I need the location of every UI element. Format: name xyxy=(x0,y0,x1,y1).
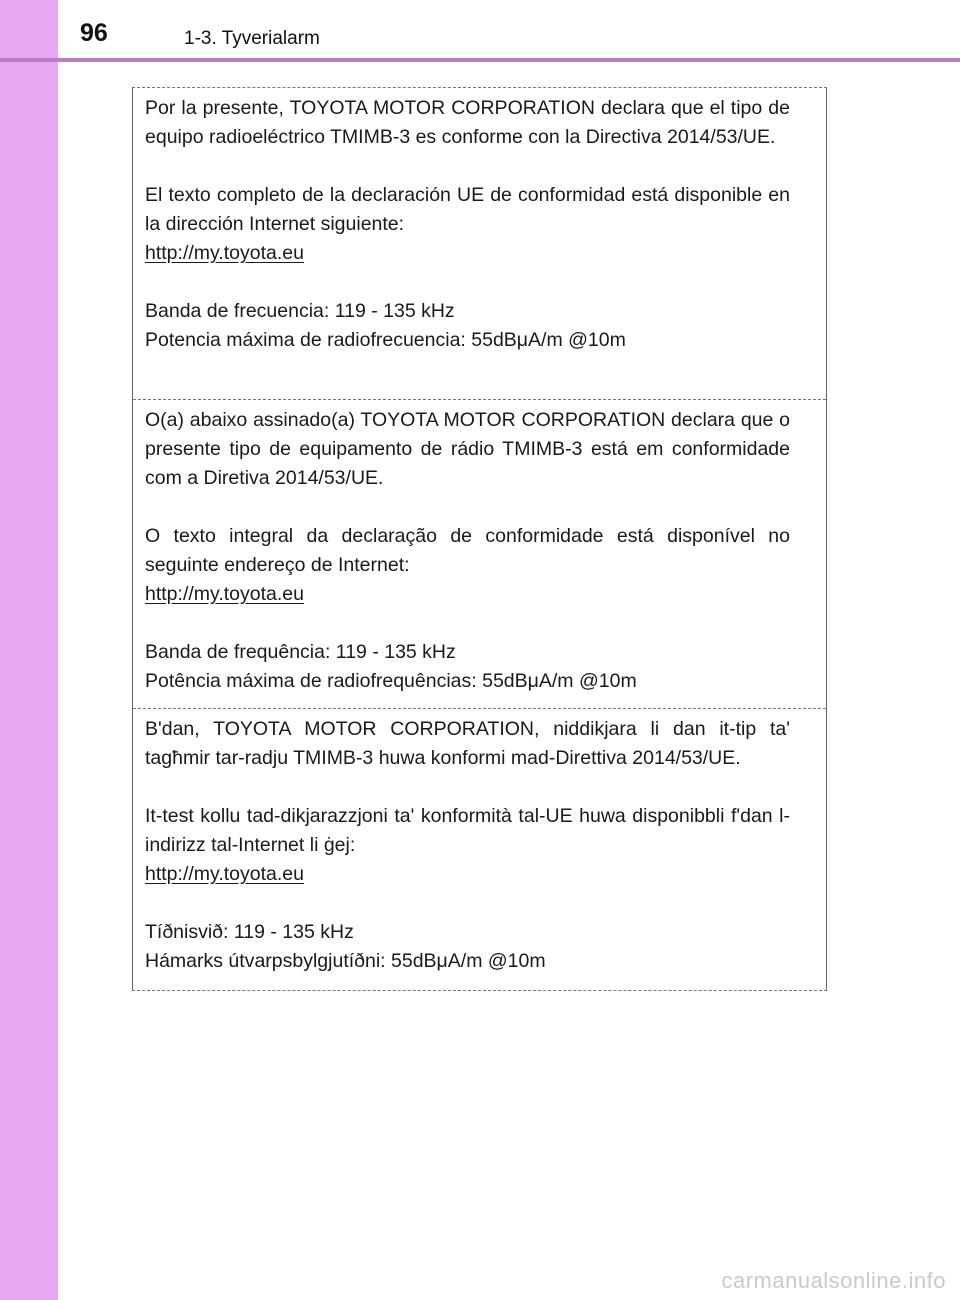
frequency-band-text: Tíðnisvið: 119 - 135 kHz xyxy=(145,921,354,943)
header-divider xyxy=(0,58,960,62)
max-power-text: Potência máxima de radiofrequências: 55dBμA/m @10m xyxy=(145,670,637,692)
technical-specs xyxy=(145,918,790,976)
technical-specs xyxy=(145,297,790,355)
declaration-link[interactable]: http://my.toyota.eu xyxy=(145,863,304,885)
max-power-text: Hámarks útvarpsbylgjutíðni: 55dBμA/m @10m xyxy=(145,950,546,972)
frequency-band-text: Banda de frecuencia: 119 - 135 kHz xyxy=(145,300,455,322)
declaration-block-spanish xyxy=(133,88,826,399)
declaration-text: B'dan, TOYOTA MOTOR CORPORATION, niddikjara li dan it-tip ta' tagħmir tar-radju TMIMB-3 huwa konformi mad-Direttiva 2014/53/UE. xyxy=(145,718,790,769)
declaration-frame xyxy=(132,87,827,991)
declaration-text: Por la presente, TOYOTA MOTOR CORPORATION declara que el tipo de equipo radioeléctrico TMIMB-3 es conforme con la Directiva 2014/53/UE. xyxy=(145,97,790,148)
declaration-text: O(a) abaixo assinado(a) TOYOTA MOTOR CORPORATION declara que o presente tipo de equipamento de rádio TMIMB-3 está em conformidade com a Diretiva 2014/53/UE. xyxy=(145,409,790,489)
declaration-link[interactable]: http://my.toyota.eu xyxy=(145,583,304,605)
frequency-band-text: Banda de frequência: 119 - 135 kHz xyxy=(145,641,456,663)
page-number: 96 xyxy=(80,19,108,47)
availability-paragraph xyxy=(145,181,790,268)
availability-paragraph xyxy=(145,802,790,889)
side-color-strip xyxy=(0,0,58,1300)
section-title: 1-3. Tyverialarm xyxy=(184,28,320,49)
availability-text: El texto completo de la declaración UE de conformidad está disponible en la dirección Internet siguiente: xyxy=(145,184,790,235)
max-power-text: Potencia máxima de radiofrecuencia: 55dBμA/m @10m xyxy=(145,329,626,351)
technical-specs xyxy=(145,638,790,696)
availability-text: It-test kollu tad-dikjarazzjoni ta' konformità tal-UE huwa disponibbli f'dan l-indirizz tal-Internet li ġej: xyxy=(145,805,790,856)
availability-paragraph xyxy=(145,522,790,609)
declaration-block-portuguese xyxy=(133,399,826,708)
availability-text: O texto integral da declaração de conformidade está disponível no seguinte endereço de Internet: xyxy=(145,525,790,576)
declaration-block-maltese xyxy=(133,708,826,990)
watermark: carmanualsonline.info xyxy=(721,1268,946,1293)
declaration-link[interactable]: http://my.toyota.eu xyxy=(145,242,304,264)
page-header xyxy=(0,0,960,58)
